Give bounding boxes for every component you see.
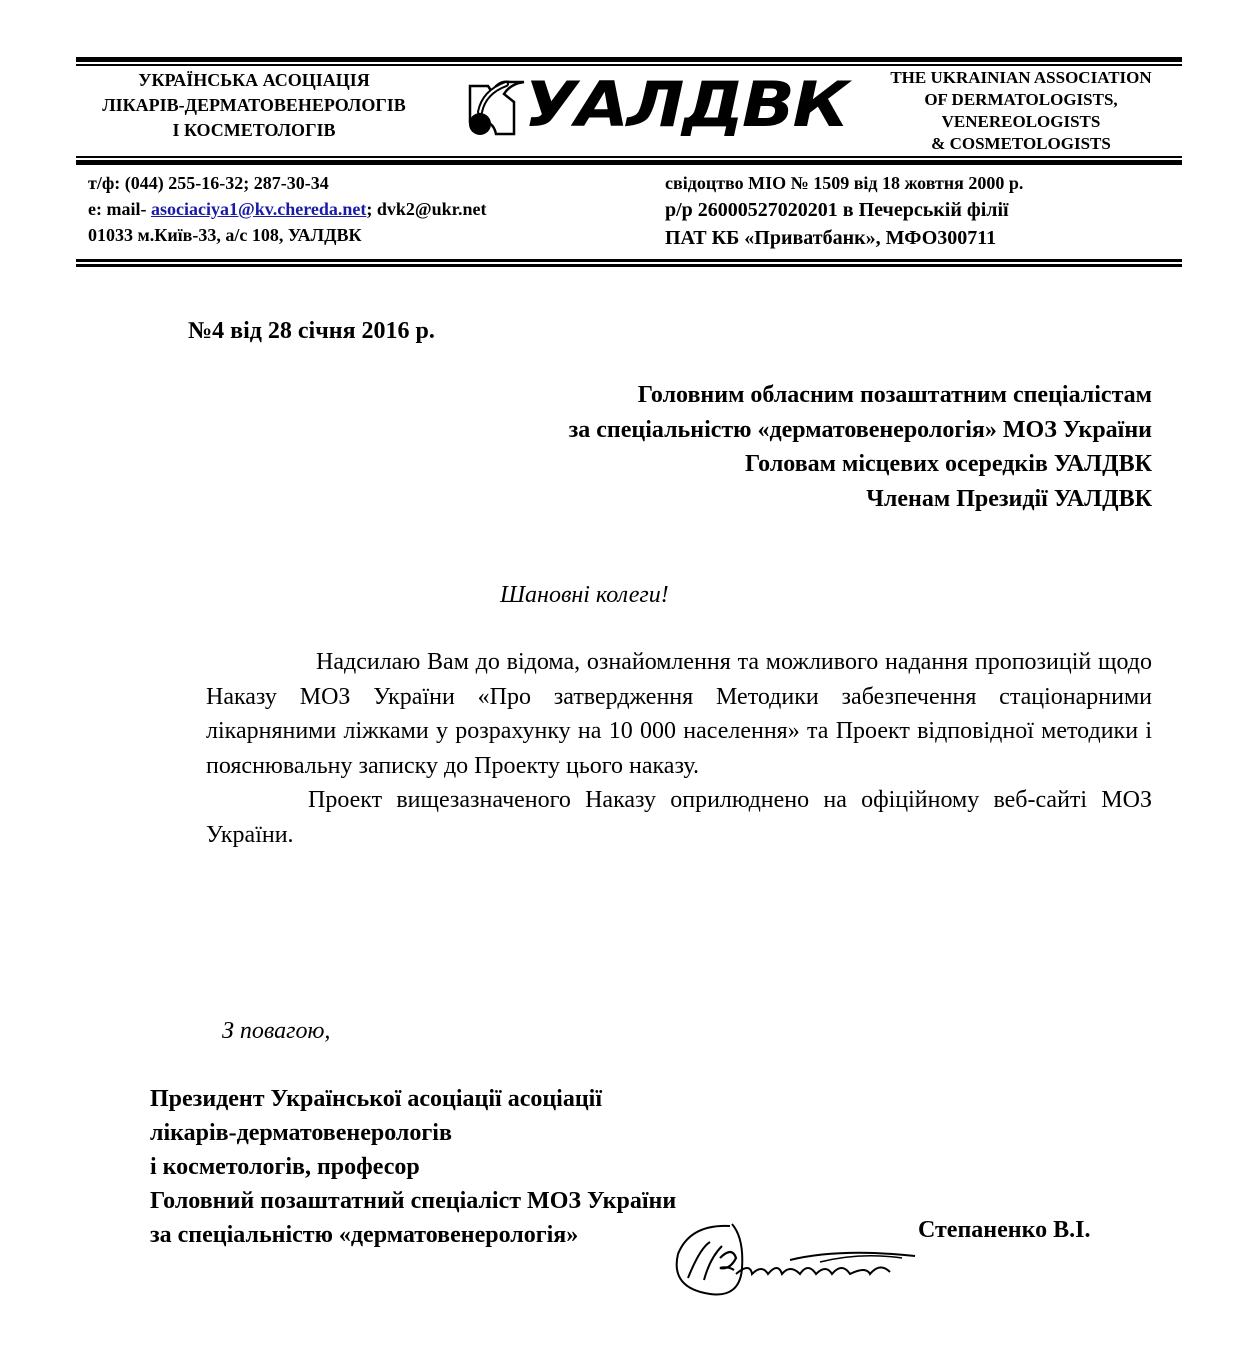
bank-name: ПАТ КБ «Приватбанк», МФО300711 <box>665 227 997 249</box>
header-bottom-rule <box>76 259 1182 267</box>
org-name-ua-line: УКРАЇНСЬКА АСОЦІАЦІЯ <box>138 70 370 90</box>
org-name-ua-line: І КОСМЕТОЛОГІВ <box>172 120 336 140</box>
org-name-en-line: VENEREOLOGISTS <box>941 112 1101 131</box>
logo-wordmark: УАЛДВК <box>524 68 848 141</box>
email-link-primary[interactable]: asociaciya1@kv.chereda.net <box>150 199 367 219</box>
header-top-rule <box>76 57 1182 66</box>
header-middle-rule <box>76 156 1182 165</box>
postal-address: 01033 м.Київ-33, а/с 108, УАЛДВК <box>88 225 362 245</box>
association-logo <box>466 68 848 141</box>
signer-name: Степаненко В.І. <box>918 1217 1091 1243</box>
bank-account: р/р 26000527020201 в Печерській філії <box>665 199 1009 221</box>
body-paragraph: Надсилаю Вам до відома, ознайомлення та можливого надання пропозицій щодо Наказу МОЗ України «Про затвердження Методики забезпечення стаціонарними лікарняними ліжками у розрахунку на 10 000 населення» та Проект відповідної методики і пояснювальну записку до Проекту цього наказу. <box>206 649 1152 779</box>
salutation: Шановні колеги! <box>500 582 669 608</box>
email-label: e: mail- <box>88 199 151 219</box>
signer-title-line: за спеціальністю «дерматовенерологія» <box>150 1222 579 1248</box>
org-name-en-line: OF DERMATOLOGISTS, <box>924 90 1118 109</box>
org-name-ua-line: ЛІКАРІВ-ДЕРМАТОВЕНЕРОЛОГІВ <box>102 95 406 115</box>
signer-title-block <box>150 1082 676 1252</box>
addressee-line: Головним обласним позаштатним спеціалістам <box>637 382 1152 408</box>
body-paragraph: Проект вищезазначеного Наказу оприлюднено на офіційному веб-сайті МОЗ України. <box>206 787 1152 848</box>
letter-reference-number: №4 від 28 січня 2016 р. <box>188 318 435 344</box>
letter-body <box>206 645 1152 852</box>
signer-title-line: і косметологів, професор <box>150 1154 420 1180</box>
logo-emblem-icon <box>466 78 528 136</box>
addressee-block <box>569 378 1152 516</box>
addressee-line: за спеціальністю «дерматовенерологія» МОЗ України <box>568 416 1152 443</box>
email-line <box>88 196 487 222</box>
org-name-en-line: THE UKRAINIAN ASSOCIATION <box>890 68 1152 87</box>
org-name-en <box>862 67 1180 155</box>
signer-title-line: лікарів-дерматовенерологів <box>150 1120 452 1146</box>
contact-info <box>88 170 487 248</box>
org-name-ua <box>76 68 432 143</box>
addressee-line: Головам місцевих осередків УАЛДВК <box>744 451 1152 477</box>
signer-title-line: Головний позаштатний спеціаліст МОЗ України <box>150 1188 677 1214</box>
org-name-en-line: & COSMETOLOGISTS <box>931 134 1111 153</box>
closing-phrase: З повагою, <box>222 1018 331 1044</box>
handwritten-signature-icon <box>670 1218 930 1303</box>
registration-bank-details <box>665 170 1023 252</box>
addressee-line: Членам Президії УАЛДВК <box>866 485 1152 512</box>
registration-certificate: свідоцтво МІО № 1509 від 18 жовтня 2000 р. <box>665 173 1024 193</box>
signer-title-line: Президент Української асоціації асоціації <box>150 1086 603 1112</box>
phone-fax: т/ф: (044) 255-16-32; 287-30-34 <box>88 173 329 193</box>
email-secondary: ; dvk2@ukr.net <box>366 199 487 219</box>
